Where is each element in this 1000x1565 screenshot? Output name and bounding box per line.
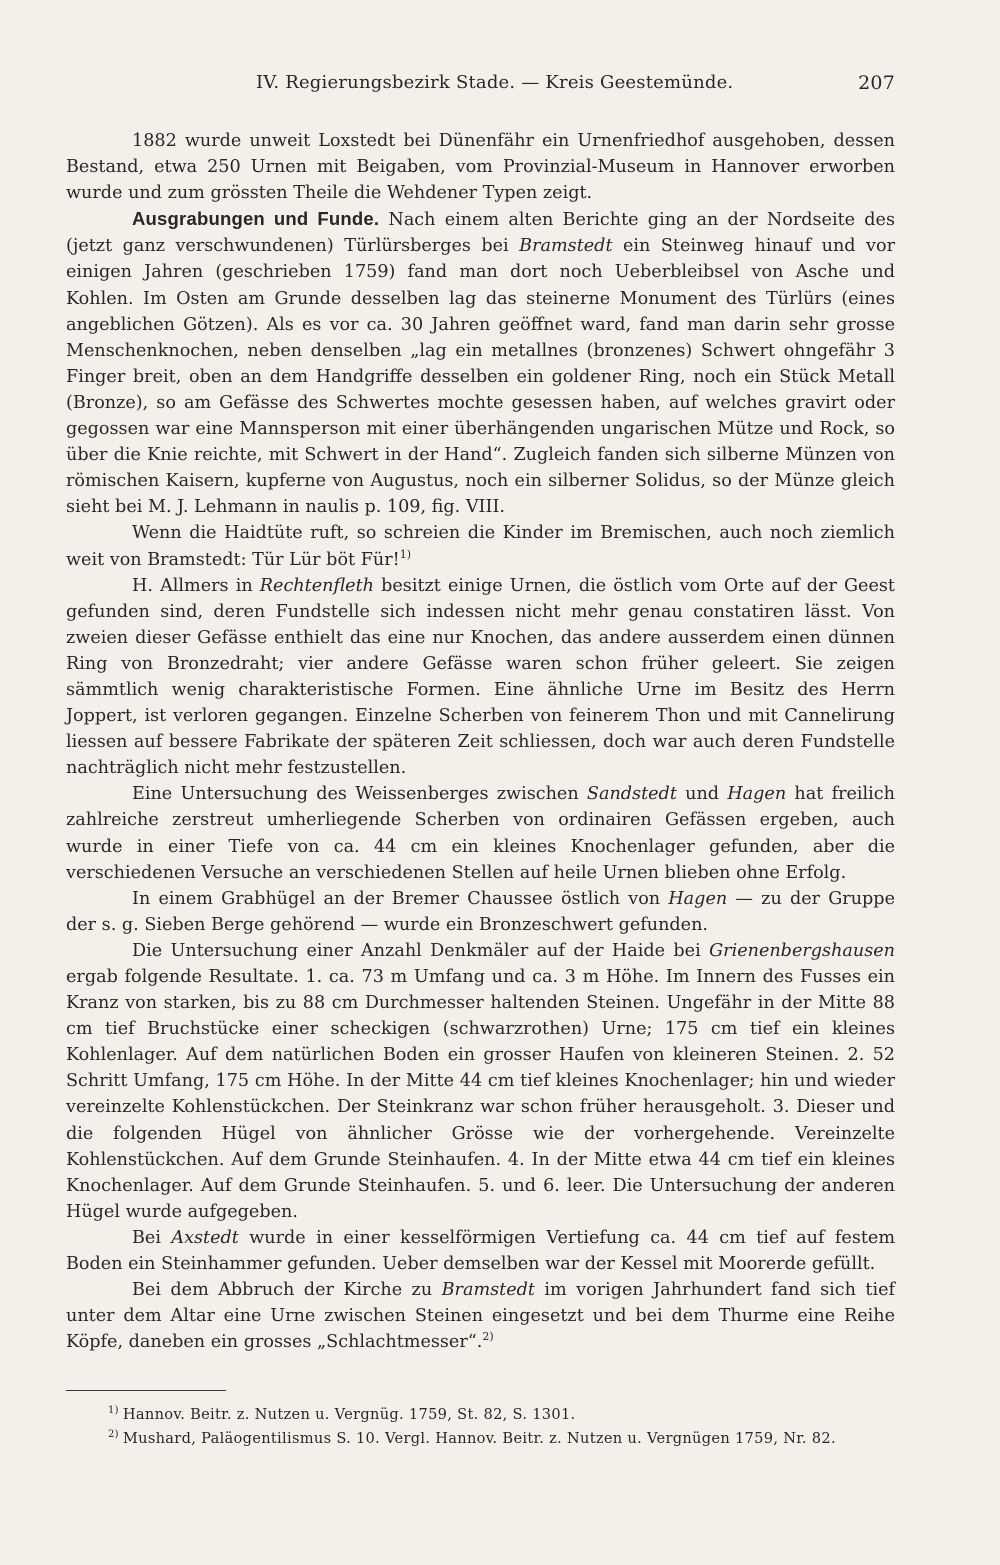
footnote-mark: 2) (108, 1429, 119, 1441)
paragraph-text: hat freilich zahlreiche zerstreut umherliegende Scherben von ordinairen Gefässen ergeben, auch wurde in einer Tiefe von ca. 44 cm ein kleines Knochenlager gefunden, aber die verschiedenen Versuche an verschiedenen Stellen auf heile Urnen blieben ohne Erfolg. (66, 784, 895, 883)
footnote-ref: 1) (399, 547, 412, 561)
running-header (66, 72, 895, 102)
paragraph (66, 886, 895, 938)
paragraph-text: Bei (132, 1227, 172, 1248)
paragraph-text: H. Allmers in (132, 575, 260, 596)
paragraph (66, 520, 895, 572)
running-title: IV. Regierungsbezirk Stade. — Kreis Geestemünde. (256, 72, 734, 93)
paragraph-text: ergab folgende Resultate. 1. ca. 73 m Umfang und ca. 3 m Höhe. Im Innern des Fusses ein Kranz von starken, bis zu 88 cm Durchmesser haltenden Steinen. Ungefähr in der Mitte 88 cm tief Bruchstücke einer scheckigen (schwarzrothen) Urne; 175 cm tief ein kleines Kohlenlager. Auf dem natürlichen Boden ein grosser Haufen von kleineren Steinen. 2. 52 Schritt Umfang, 175 cm Höhe. In der Mitte 44 cm tief kleines Knochenlager; hin und wieder vereinzelte Kohlenstückchen. Der Steinkranz war schon früher herausgeholt. 3. Dieser und die folgenden Hügel von ähnlicher Grösse wie der vorhergehende. Vereinzelte Kohlenstückchen. Auf dem Grunde Steinhaufen. 4. In der Mitte etwa 44 cm tief ein kleines Knochenlager. Auf dem Grunde Steinhaufen. 5. und 6. leer. Die Untersuchung der anderen Hügel wurde aufgegeben. (66, 967, 895, 1222)
footnote-ref: 2) (482, 1330, 494, 1344)
main-text (66, 128, 895, 1355)
paragraph (66, 128, 895, 206)
paragraph-text: wurde in einer kesselförmigen Vertiefung ca. 44 cm tief auf festem Boden ein Steinhammer gefunden. Ueber demselben war der Kessel mit Moorerde gefüllt. (66, 1227, 896, 1275)
paragraph (66, 1277, 895, 1355)
footnote-ref-number: 1 (399, 547, 407, 561)
paragraph (66, 938, 895, 1225)
footnote-ref-number: 2 (482, 1330, 490, 1344)
paragraph-text: 1882 wurde unweit Loxstedt bei Dünenfähr ein Urnenfriedhof ausgehoben, dessen Bestand, etwa 250 Urnen mit Beigaben, vom Provinzial-Museum in Hannover erworben wurde und zum grössten Theile die Wehdener Typen zeigt. (66, 131, 895, 204)
paragraph-text: Die Untersuchung einer Anzahl Denkmäler auf der Haide bei (132, 940, 710, 961)
footnote-mark: 1) (108, 1405, 119, 1417)
footnote-text: Mushard, Paläogentilismus S. 10. Vergl. Hannov. Beitr. z. Nutzen u. Vergnügen 1759, Nr. 82. (122, 1430, 836, 1447)
section-heading: Ausgrabungen und Funde. (132, 208, 380, 230)
footnote-text: Hannov. Beitr. z. Nutzen u. Vergnüg. 1759, St. 82, S. 1301. (122, 1406, 576, 1423)
paragraph-text: im vorigen Jahrhundert fand sich tief unter dem Altar eine Urne zwischen Steinen eingesetzt und bei dem Thurme eine Reihe Köpfe, daneben ein grosses „Schlachtmesser“. (66, 1280, 895, 1353)
paragraph (66, 781, 895, 885)
footnotes (108, 1403, 898, 1451)
paragraph-text: Wenn die Haidtüte ruft, so schreien die Kinder im Bremischen, auch noch ziemlich weit von Bramstedt: Tür Lür böt Für! (66, 523, 895, 570)
paragraph (66, 573, 895, 782)
paragraph-text: ein Steinweg hinauf und vor einigen Jahren (geschrieben 1759) fand man dort noch Ueberbleibsel von Asche und Kohlen. Im Osten am Grunde desselben lag das steinerne Monument des Türlürs (eines angeblichen Götzen). Als es vor ca. 30 Jahren geöffnet ward, fand man darin sehr grosse Menschenknochen, neben denselben „lag ein metallnes (bronzenes) Schwert ohngefähr 3 Finger breit, oben an dem Handgriffe desselben ein goldener Ring, noch ein Stück Metall (Bronze), so am Gefässe des Schwertes mochte gesessen haben, auf welches gravirt oder gegossen war eine Mannsperson mit einer überhängenden ungarischen Mütze und Rock, so über die Knie reichte, mit Schwert in der Hand“. Zugleich fanden sich silberne Münzen von römischen Kaisern, kupferne von Augustus, noch ein silberner Solidus, so der Münze gleich sieht bei M. J. Lehmann in naulis p. 109, fig. VIII. (66, 236, 895, 518)
paragraph (66, 1225, 895, 1277)
paragraph (66, 206, 895, 520)
paragraph-text: — zu der Gruppe der s. g. Sieben Berge gehörend — wurde ein Bronzeschwert gefunden. (66, 888, 895, 935)
page-number: 207 (858, 72, 895, 94)
place-name: Rechtenfleth (259, 575, 374, 596)
paragraph-text: und (676, 784, 728, 805)
footnote-rule (66, 1390, 226, 1391)
place-name: Bramstedt (519, 236, 613, 257)
paragraph-text: besitzt einige Urnen, die östlich vom Orte auf der Geest gefunden sind, deren Fundstelle sich indessen nicht mehr genau constatiren lässt. Von zweien dieser Gefässe enthielt das eine nur Knochen, das andere ausserdem einen dünnen Ring von Bronzedraht; vier andere Gefässe waren schon früher geleert. Sie zeigen sämmtlich wenig charakteristische Formen. Eine ähnliche Urne im Besitz des Herrn Joppert, ist verloren gegangen. Einzelne Scherben von feinerem Thon und mit Cannelirung liessen auf bessere Fabrikate der späteren Zeit schliessen, doch war auch deren Fundstelle nachträglich nicht mehr festzustellen. (66, 575, 895, 779)
paragraph-text: Eine Untersuchung des Weissenberges zwischen (132, 784, 587, 805)
footnote (108, 1403, 898, 1427)
place-name: Hagen (668, 888, 728, 909)
footnote (108, 1427, 898, 1451)
place-name: Hagen (727, 784, 787, 805)
place-name: Sandstedt (586, 784, 677, 805)
paragraph-text: Bei dem Abbruch der Kirche zu (132, 1280, 442, 1301)
place-name: Bramstedt (441, 1280, 535, 1301)
paragraph-text: Nach einem alten Berichte ging an der Nordseite des (jetzt ganz verschwundenen) Türlürsberges bei (66, 210, 895, 257)
place-name: Axstedt (171, 1227, 239, 1248)
place-name: Grienenbergshausen (709, 940, 895, 961)
paragraph-text: In einem Grabhügel an der Bremer Chaussee östlich von (132, 888, 669, 909)
